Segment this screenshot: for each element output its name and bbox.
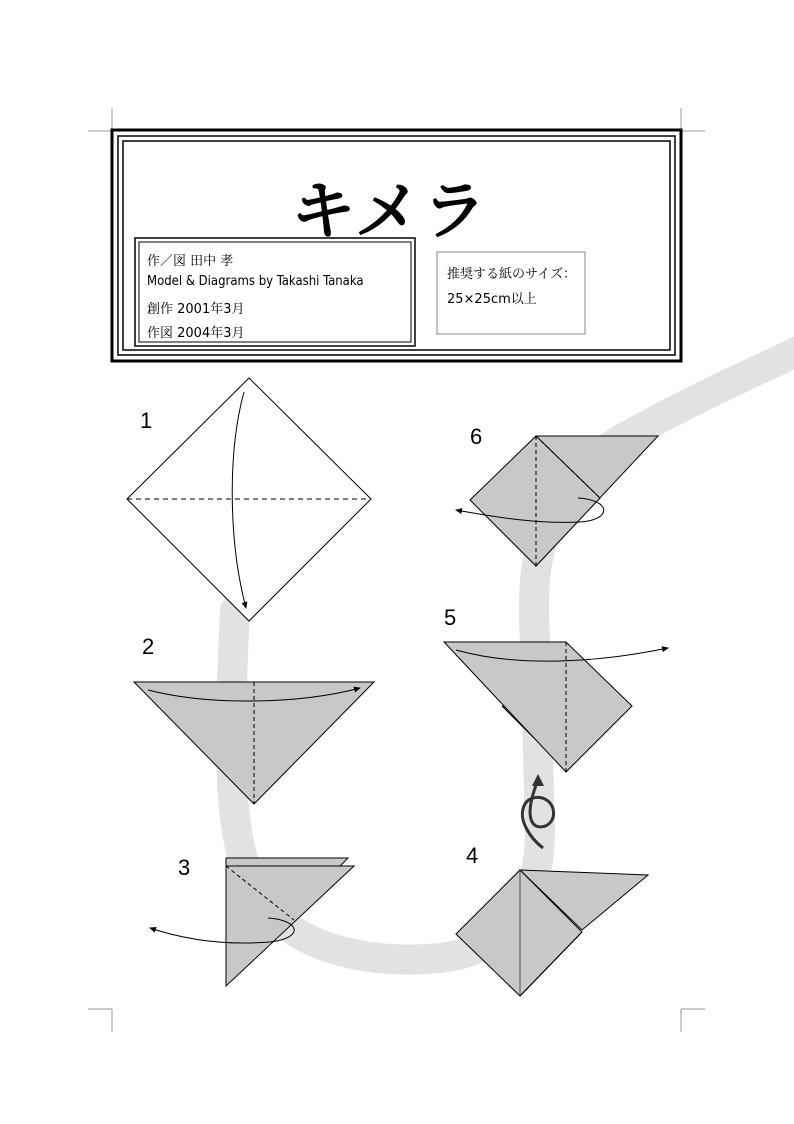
credit-author-en: Model & Diagrams by Takashi Tanaka — [147, 274, 364, 289]
credit-created: 創作 2001年3月 — [147, 302, 245, 317]
step-6-figure — [456, 436, 658, 566]
step-number-6: 6 — [470, 424, 483, 449]
paper-size-value: 25×25cm以上 — [447, 292, 537, 307]
step-2-figure — [134, 682, 374, 804]
step-number-1: 1 — [140, 408, 153, 433]
step-number-5: 5 — [444, 605, 457, 630]
step-number-4: 4 — [466, 843, 479, 868]
step-number-2: 2 — [142, 634, 155, 659]
paper-size-label: 推奨する紙のサイズ： — [447, 267, 576, 282]
step-number-3: 3 — [178, 855, 191, 880]
page-title: キメラ — [288, 175, 491, 249]
credit-author-jp: 作／図 田中 孝 — [147, 254, 234, 269]
credit-diagrammed: 作図 2004年3月 — [147, 326, 245, 341]
step-5-figure — [444, 642, 668, 772]
step-4-figure — [456, 870, 648, 996]
step-1-figure — [127, 378, 371, 621]
